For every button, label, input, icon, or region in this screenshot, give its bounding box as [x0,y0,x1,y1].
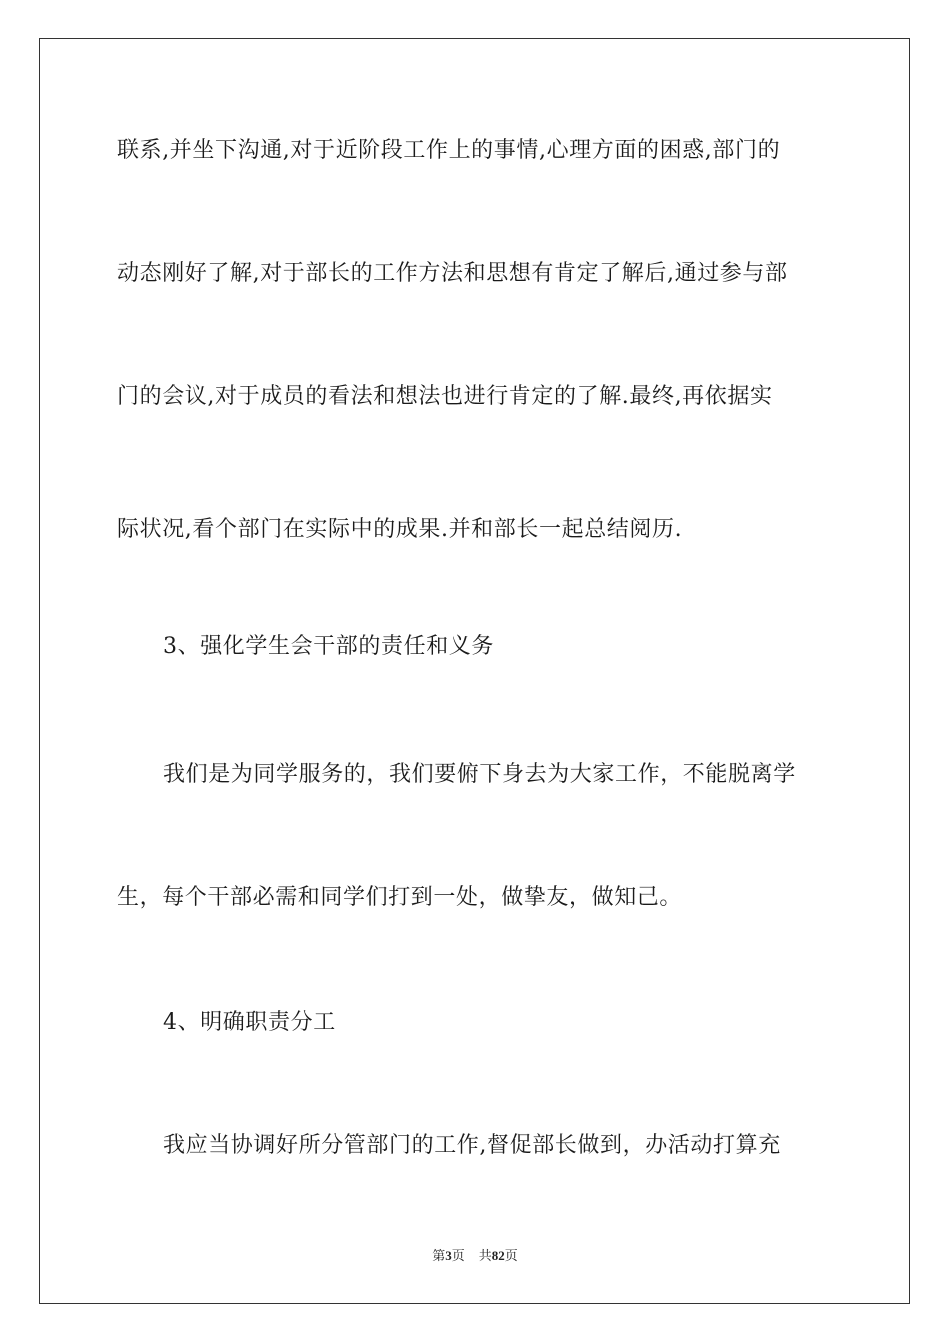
body-text-line-5: 我们是为同学服务的，我们要俯下身去为大家工作，不能脱离学 [163,762,796,787]
total-prefix: 共 [478,1249,492,1264]
page-footer [0,1247,950,1266]
page-prefix: 第 [432,1249,446,1264]
page-border [39,38,910,1304]
section-heading-3: 3、强化学生会干部的责任和义务 [163,634,494,659]
total-pages: 82 [491,1248,505,1263]
section-heading-4: 4、明确职责分工 [163,1010,336,1035]
body-text-line-6: 生，每个干部必需和同学们打到一处，做挚友，做知己。 [117,885,683,910]
body-text-line-4: 际状况,看个部门在实际中的成果.并和部长一起总结阅历. [117,517,683,542]
page-suffix: 页 [451,1249,465,1264]
body-text-line-7: 我应当协调好所分管部门的工作,督促部长做到，办活动打算充 [163,1133,781,1158]
body-text-line-1: 联系,并坐下沟通,对于近阶段工作上的事情,心理方面的困惑,部门的 [117,138,781,163]
body-text-line-3: 门的会议,对于成员的看法和想法也进行肯定的了解.最终,再依据实 [117,384,773,409]
page-number: 3 [445,1248,452,1263]
body-text-line-2: 动态刚好了解,对于部长的工作方法和思想有肯定了解后,通过参与部 [117,261,788,286]
total-suffix: 页 [504,1249,518,1264]
